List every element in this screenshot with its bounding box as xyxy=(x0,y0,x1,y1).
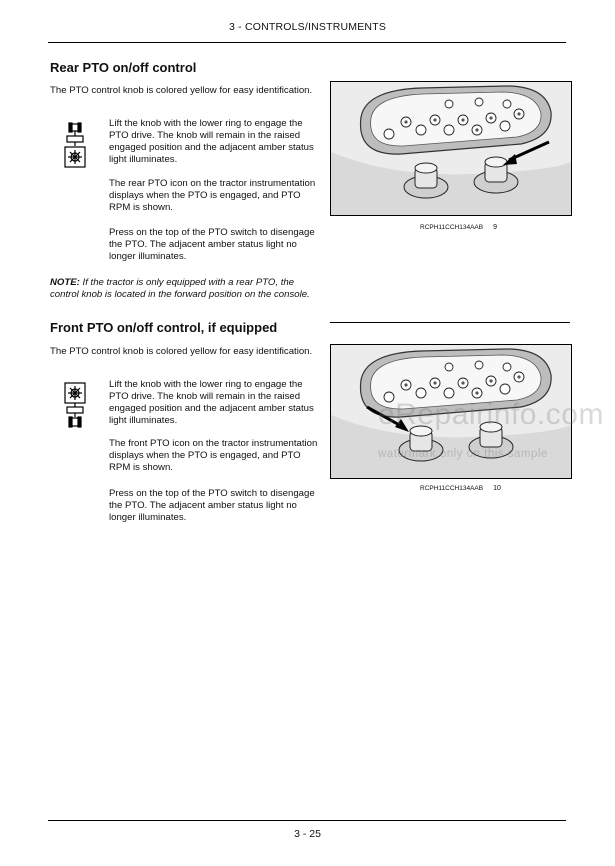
rear-pto-step-engage: Lift the knob with the lower ring to engage the PTO drive. The knob will remain in the raised engaged position and the adjacent amber status light illuminates. xyxy=(109,118,314,165)
note-text: If the tractor is only equipped with a rear PTO, the control knob is located in the forward position on the console. xyxy=(50,277,310,300)
section-title-front-pto: Front PTO on/off control, if equipped xyxy=(50,320,278,335)
front-pto-icon xyxy=(64,382,86,428)
chapter-header: 3 - CONTROLS/INSTRUMENTS xyxy=(228,21,387,33)
rear-pto-intro: The PTO control knob is colored yellow for easy identification. xyxy=(50,85,313,96)
rear-pto-step-icon: The rear PTO icon on the tractor instrumentation displays when the PTO is engaged, and PTO RPM is shown. xyxy=(109,178,316,213)
footer-rule xyxy=(48,820,566,821)
watermark-notice: watermark only on this sample xyxy=(378,448,548,460)
note-label: NOTE: xyxy=(50,277,80,288)
figure-code: RCPH11CCH134AAB xyxy=(420,224,484,231)
header-rule xyxy=(48,42,566,43)
front-pto-step-engage: Lift the knob with the lower ring to engage the PTO drive. The knob will remain in the raised engaged position and the adjacent amber status light illuminates. xyxy=(109,379,314,426)
figure-10-caption xyxy=(420,485,501,492)
figure-code: RCPH11CCH134AAB xyxy=(420,485,484,492)
figure-9-caption xyxy=(420,224,497,231)
rear-pto-note xyxy=(50,277,318,301)
page-number: 3 - 25 xyxy=(294,828,321,840)
front-pto-step-disengage: Press on the top of the PTO switch to disengage the PTO. The adjacent amber status light no longer illuminates. xyxy=(109,488,315,523)
section-divider xyxy=(330,322,570,323)
watermark-site: eRepairinfo.com xyxy=(378,398,604,431)
front-pto-intro: The PTO control knob is colored yellow for easy identification. xyxy=(50,346,313,357)
rear-pto-icon xyxy=(64,122,86,168)
figure-number: 10 xyxy=(493,485,501,492)
figure-number: 9 xyxy=(493,224,498,231)
rear-pto-step-disengage: Press on the top of the PTO switch to disengage the PTO. The adjacent amber status light no longer illuminates. xyxy=(109,227,315,262)
front-pto-step-icon: The front PTO icon on the tractor instrumentation displays when the PTO is engaged, and PTO RPM is shown. xyxy=(109,438,318,473)
section-title-rear-pto: Rear PTO on/off control xyxy=(50,60,197,75)
figure-rear-pto-console xyxy=(330,81,572,216)
